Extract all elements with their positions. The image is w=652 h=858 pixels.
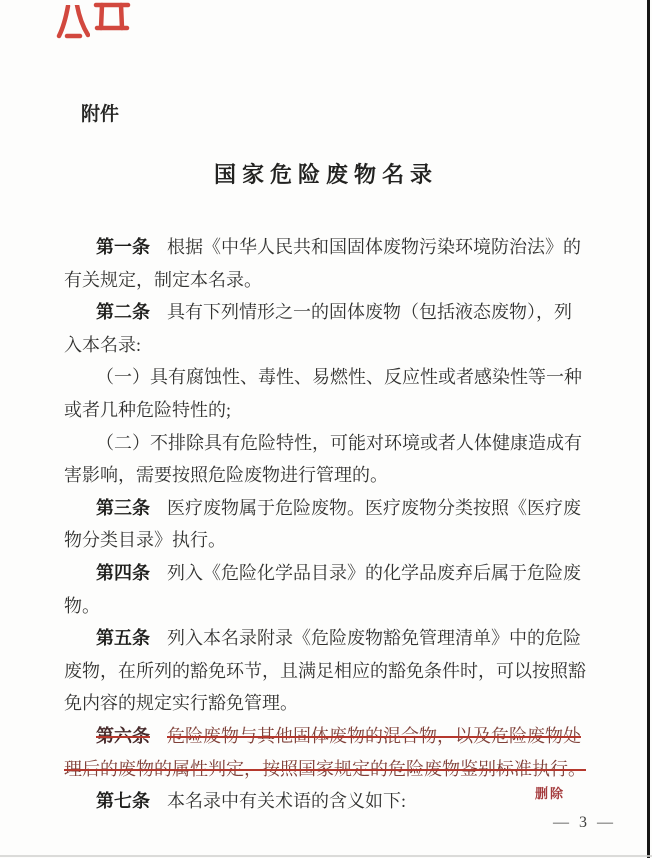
red-stamp-fragment-right-icon [93, 2, 131, 32]
article-number-label: 第一条 [96, 237, 150, 257]
document-line [64, 492, 604, 525]
line-text: 本名录中有关术语的含义如下: [167, 791, 406, 812]
line-text: 具有下列情形之一的固体废物（包括液态废物），列 [167, 302, 572, 323]
article-number-label: 第五条 [96, 628, 150, 649]
line-text: 列入本名录附录《危险废物豁免管理清单》中的危险 [167, 628, 581, 649]
document-line [64, 622, 604, 655]
line-text: 危险废物与其他固体废物的混合物，以及危险废物处 [167, 725, 581, 746]
document-line [64, 329, 604, 362]
scan-edge-right [647, 0, 650, 858]
line-text: 根据《中华人民共和国固体废物污染环境防治法》的 [167, 237, 581, 257]
red-stamp-fragment-left-icon [56, 5, 90, 39]
document-line [64, 296, 604, 329]
document-line [64, 524, 604, 557]
document-line [64, 753, 604, 786]
document-line [64, 655, 604, 688]
deletion-annotation: 删除 [535, 786, 566, 801]
line-text: 医疗废物属于危险废物。医疗废物分类按照《医疗废 [167, 497, 581, 518]
scan-edge-bottom [0, 855, 652, 857]
attachment-label: 附件 [81, 104, 120, 125]
document-line [64, 264, 604, 297]
line-text: 理后的废物的属性判定，按照国家规定的危险废物鉴别标准执行。 [64, 758, 586, 779]
document-line [64, 720, 604, 753]
line-text: 废物，在所列的豁免环节，且满足相应的豁免条件时，可以按照豁 [64, 660, 586, 681]
article-number-label: 第四条 [96, 562, 150, 583]
document-line [64, 361, 604, 394]
document-line [64, 687, 604, 720]
document-line [64, 785, 604, 818]
document-title: 国家危险废物名录 [213, 162, 438, 187]
document-line [64, 590, 604, 623]
line-text: 入本名录: [64, 334, 142, 355]
article-number-label: 第七条 [96, 791, 150, 812]
document-body [64, 231, 604, 818]
page-number: — 3 — [553, 814, 616, 831]
line-text: 有关规定，制定本名录。 [64, 269, 262, 290]
document-line [64, 557, 604, 590]
line-text: 物分类目录》执行。 [64, 530, 226, 551]
document-line [64, 394, 604, 427]
document-line [64, 459, 604, 492]
article-number-label: 第六条 [96, 725, 150, 746]
document-line [64, 427, 604, 460]
line-text: （二）不排除具有危险特性，可能对环境或者人体健康造成有 [96, 432, 582, 453]
line-text: 或者几种危险特性的; [64, 399, 232, 420]
line-text: （一）具有腐蚀性、毒性、易燃性、反应性或者感染性等一种 [96, 367, 582, 388]
line-text: 物。 [64, 595, 100, 616]
document-line [64, 231, 604, 264]
article-number-label: 第二条 [96, 302, 150, 323]
line-text: 免内容的规定实行豁免管理。 [64, 693, 298, 714]
article-number-label: 第三条 [96, 497, 150, 518]
line-text: 害影响，需要按照危险废物进行管理的。 [64, 465, 388, 486]
line-text: 列入《危险化学品目录》的化学品废弃后属于危险废 [167, 562, 581, 583]
